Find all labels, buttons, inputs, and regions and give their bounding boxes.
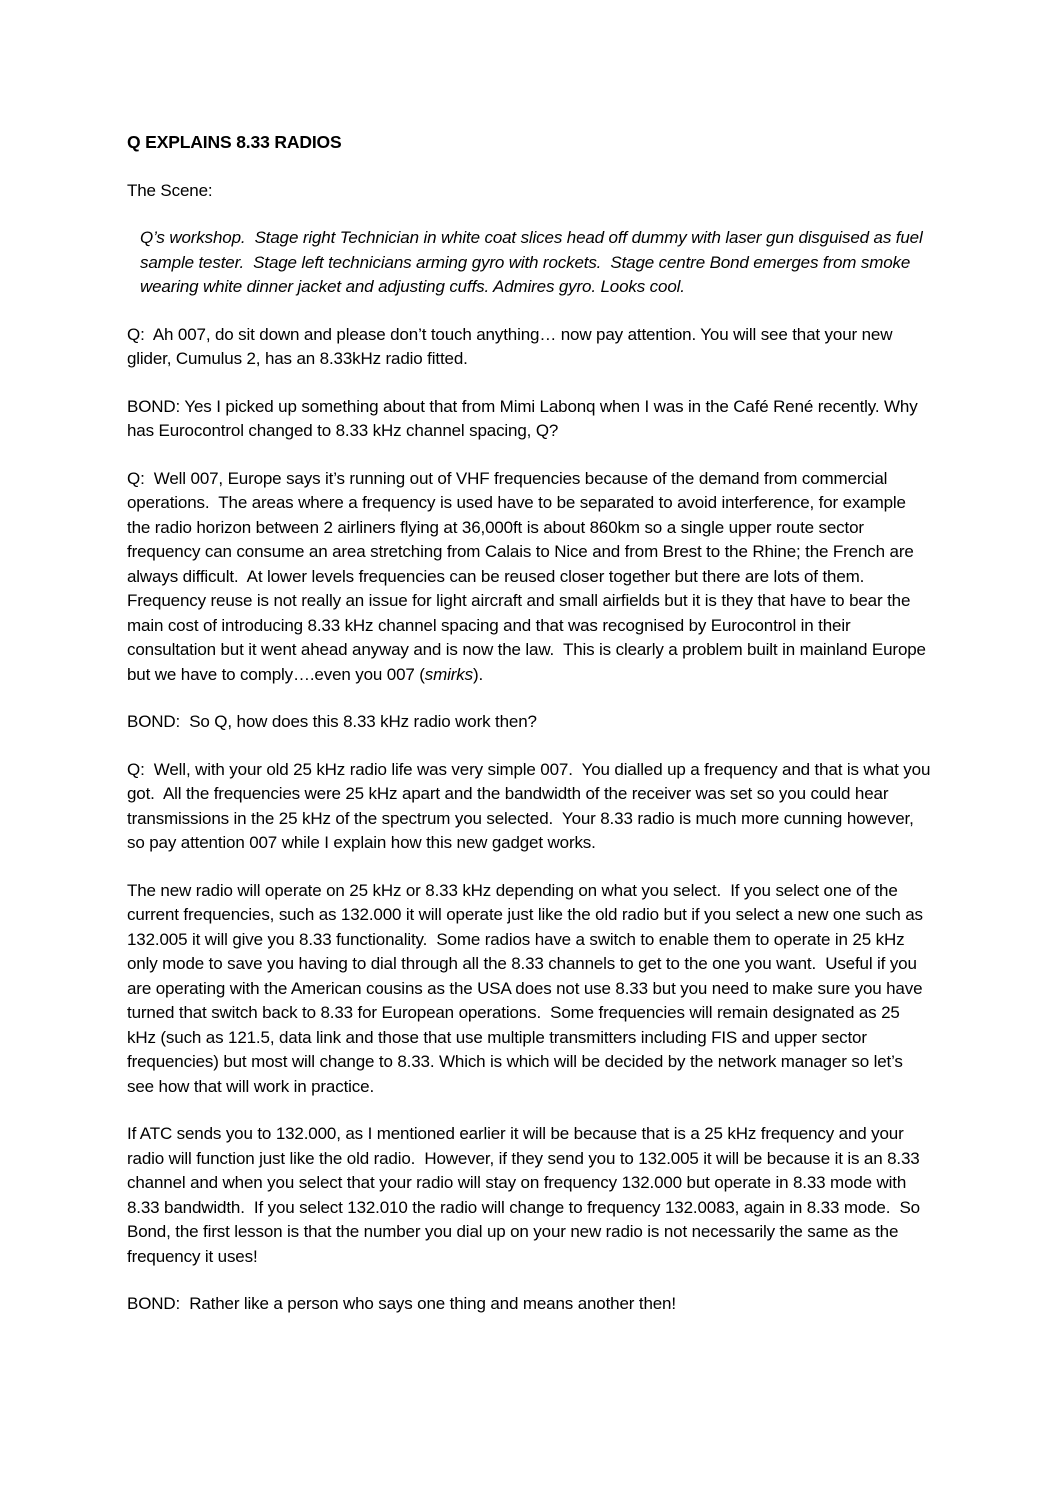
- paragraph-q-intro: Q: Ah 007, do sit down and please don’t touch anything… now pay attention. You will see that your new glider, Cumulus 2, has an 8.33kHz radio fitted.: [127, 324, 897, 368]
- paragraph-q-vhf: [127, 467, 933, 688]
- q-vhf-closing-text: ).: [473, 664, 484, 684]
- paragraph-q-old-radio: Q: Well, with your old 25 kHz radio life was very simple 007. You dialled up a frequency and that is what you got. All the frequencies were 25 kHz apart and the bandwidth of the receiver was set so you could hear transmissions in the 25 kHz of the spectrum you selected. Your 8.33 radio is much more cunning however, so pay attention 007 while I explain how this new gadget works.: [127, 759, 935, 852]
- document-title: Q EXPLAINS 8.33 RADIOS: [127, 132, 342, 152]
- paragraph-q-atc: If ATC sends you to 132.000, as I mentioned earlier it will be because that is a 25 kHz frequency and your radio will function just like the old radio. However, if they send you to 132.005 it will be because it is an 8.33 channel and when you select that your radio will stay on frequency 132.000 but operate in 8.33 mode with 8.33 bandwidth. If you select 132.010 the radio will change to frequency 132.0083, again in 8.33 mode. So Bond, the first lesson is that the number you dial up on your new radio is not necessarily the same as the frequency it uses!: [127, 1124, 925, 1266]
- paragraph-bond-person: BOND: Rather like a person who says one thing and means another then!: [127, 1294, 676, 1313]
- paragraph-q-new-radio: The new radio will operate on 25 kHz or 8.33 kHz depending on what you select. If you select one of the current frequencies, such as 132.000 it will operate just like the old radio but if you select a new one such as 132.005 it will give you 8.33 functionality. Some radios have a switch to enable them to operate in 25 kHz only mode to save you having to dial through all the 8.33 channels to get to the one you want. Useful if you are operating with the American cousins as the USA does not use 8.33 but you need to make sure you have turned that switch back to 8.33 for European operations. Some frequencies will remain designated as 25 kHz (such as 121.5, data link and those that use multiple transmitters including FIS and upper sector frequencies) but most will change to 8.33. Which is which will be decided by the network manager so let’s see how that will work in practice.: [127, 880, 928, 1096]
- paragraph-bond-mimi: BOND: Yes I picked up something about that from Mimi Labonq when I was in the Café René recently. Why has Eurocontrol changed to 8.33 kHz channel spacing, Q?: [127, 396, 923, 440]
- scene-description: Q’s workshop. Stage right Technician in white coat slices head off dummy with laser gun disguised as fuel sample tester. Stage left technicians arming gyro with rockets. Stage centre Bond emerges from smoke wearing white dinner jacket and adjusting cuffs. Admires gyro. Looks cool.: [140, 228, 928, 296]
- q-vhf-main-text: Q: Well 007, Europe says it’s running out of VHF frequencies because of the demand from commercial operations. The areas where a frequency is used have to be separated to avoid interference, for example the radio horizon between 2 airliners flying at 36,000ft is about 860km so a single upper route sector frequency can consume an area stretching from Calais to Nice and from Brest to the Rhine; the French are always difficult. At lower levels frequencies can be reused closer together but there are lots of them. Frequency reuse is not really an issue for light aircraft and small airfields but it is they that have to bear the main cost of introducing 8.33 kHz channel spacing and that was recognised by Eurocontrol in their consultation but it went ahead anyway and is now the law. This is clearly a problem built in mainland Europe but we have to comply….even you 007 (: [127, 468, 931, 684]
- q-vhf-smirks-word: smirks: [424, 664, 473, 684]
- paragraph-bond-how: BOND: So Q, how does this 8.33 kHz radio work then?: [127, 712, 537, 731]
- scene-label: The Scene:: [127, 180, 213, 200]
